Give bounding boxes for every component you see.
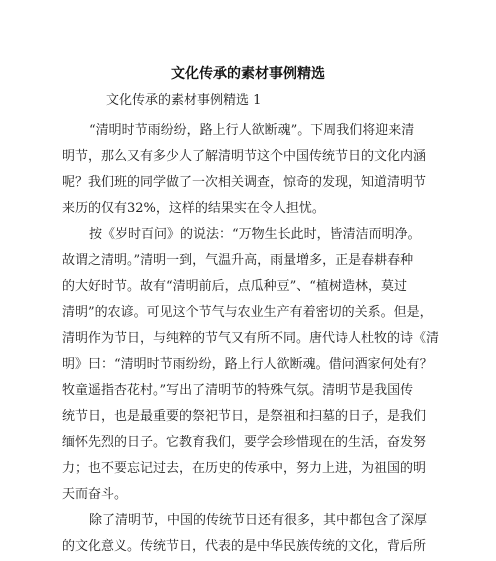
paragraph-3 [62,508,440,560]
paragraph-line: 明节，那么又有多少人了解清明节这个中国传统节日的文化内涵 [62,149,427,164]
paragraph-line: 呢？我们班的同学做了一次相关调查，惊奇的发现，知道清明节 [62,175,427,190]
paragraph-line: 清明”的农谚。可见这个节气与农业生产有着密切的关系。但是， [62,305,433,320]
paragraph-line: 统节日，也是最重要的祭祀节日，是祭祖和扫墓的日子，是我们 [62,409,427,424]
paragraph-line: 按《岁时百问》的说法：“万物生长此时，皆清洁而明净。 [89,227,421,242]
paragraph-line: “清明时节雨纷纷，路上行人欲断魂”。下周我们将迎来清 [89,123,415,138]
paragraph-line: 的文化意义。传统节日，代表的是中华民族传统的文化，背后所 [62,539,427,554]
paragraph-line: 来历的仅有32%，这样的结果实在令人担忧。 [62,201,325,216]
paragraph-line: 天而奋斗。 [62,487,128,502]
paragraph-line: 的大好时节。故有“清明前后，点瓜种豆”、“植树造林，莫过 [62,279,407,294]
document-body [62,118,440,560]
paragraph-line: 故谓之清明。”清明一到，气温升高，雨量增多，正是春耕春种 [62,253,414,268]
paragraph-line: 清明作为节日，与纯粹的节气又有所不同。唐代诗人杜牧的诗《清 [62,331,440,346]
document-subtitle: 文化传承的素材事例精选 1 [106,93,262,108]
paragraph-line: 缅怀先烈的日子。它教育我们，要学会珍惜现在的生活，奋发努 [62,435,427,450]
paragraph-line: 明》曰：“清明时节雨纷纷，路上行人欲断魂。借问酒家何处有？ [62,357,433,372]
document-title: 文化传承的素材事例精选 [171,66,325,82]
paragraph-2 [62,222,440,508]
paragraph-line: 除了清明节，中国的传统节日还有很多，其中都包含了深厚 [89,513,428,528]
paragraph-line: 力；也不要忘记过去，在历史的传承中，努力上进，为祖国的明 [62,461,427,476]
paragraph-1 [62,118,440,222]
paragraph-line: 牧童遥指杏花村。”写出了清明节的特殊气氛。清明节是我国传 [62,383,414,398]
